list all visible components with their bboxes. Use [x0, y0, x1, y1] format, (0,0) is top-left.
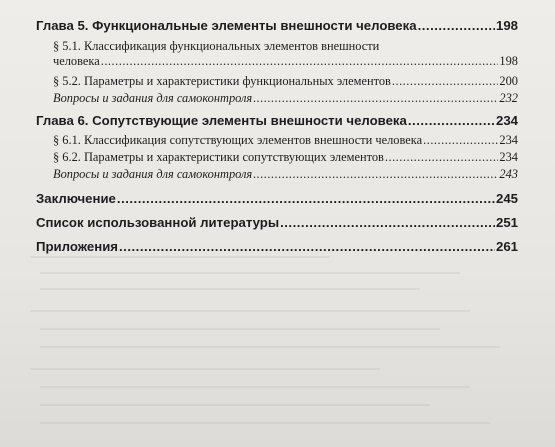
toc-conclusion: [36, 191, 518, 211]
toc-entry-title: Вопросы и задания для самоконтроля: [53, 167, 253, 181]
toc-appendices: [36, 239, 518, 259]
dot-leader: [408, 113, 495, 128]
toc-chapter-6: [36, 113, 518, 133]
toc-entry-title: Заключение: [36, 191, 116, 206]
toc-entry-title: § 6.2. Параметры и характеристики сопутствующих элементов: [53, 150, 384, 164]
toc-page-number: 234: [499, 150, 518, 164]
dot-leader: [423, 133, 498, 148]
toc-entry-title: Глава 5. Функциональные элементы внешности человека: [36, 18, 417, 33]
dot-leader: [280, 215, 495, 230]
dot-leader: [385, 150, 499, 165]
toc-page-number: 200: [499, 74, 518, 88]
toc-entry-title: § 5.1. Классификация функциональных элементов внешности: [53, 39, 380, 53]
toc-entry-title: § 5.2. Параметры и характеристики функциональных элементов: [53, 74, 391, 88]
toc-section-6-2: [36, 150, 518, 167]
toc-section-5-2: [36, 74, 518, 91]
dot-leader: [418, 18, 495, 33]
bleed-through-text: [0, 250, 555, 447]
toc-entry-continuation: [53, 54, 518, 70]
toc-questions-5: [36, 91, 518, 109]
toc-section-6-1: [36, 133, 518, 150]
toc-entry-title: Вопросы и задания для самоконтроля: [53, 91, 253, 105]
toc-page-number: 198: [495, 18, 518, 33]
toc-entry-title: Список использованной литературы: [36, 215, 280, 230]
dot-leader: [101, 54, 499, 69]
toc-page-number: 243: [499, 167, 518, 181]
dot-leader: [253, 91, 498, 106]
dot-leader: [253, 167, 498, 182]
toc-entry-title-continued: человека: [53, 54, 100, 68]
toc-entry-title: § 6.1. Классификация сопутствующих элементов внешности человека: [53, 133, 423, 147]
toc-references: [36, 215, 518, 235]
dot-leader: [117, 191, 495, 206]
dot-leader: [119, 239, 495, 254]
toc-section-5-1: [36, 38, 518, 70]
toc-page-number: 261: [495, 239, 518, 254]
toc-page-number: 234: [495, 113, 518, 128]
toc-page-number: 232: [499, 91, 518, 105]
toc-chapter-5: [36, 18, 518, 38]
table-of-contents: [36, 18, 518, 259]
toc-entry-title: Приложения: [36, 239, 119, 254]
toc-questions-6: [36, 167, 518, 185]
toc-page-number: 198: [499, 54, 518, 68]
toc-page-number: 245: [495, 191, 518, 206]
dot-leader: [392, 74, 499, 89]
toc-page-number: 234: [499, 133, 518, 147]
toc-page-number: 251: [495, 215, 518, 230]
toc-entry-title: Глава 6. Сопутствующие элементы внешности человека: [36, 113, 407, 128]
